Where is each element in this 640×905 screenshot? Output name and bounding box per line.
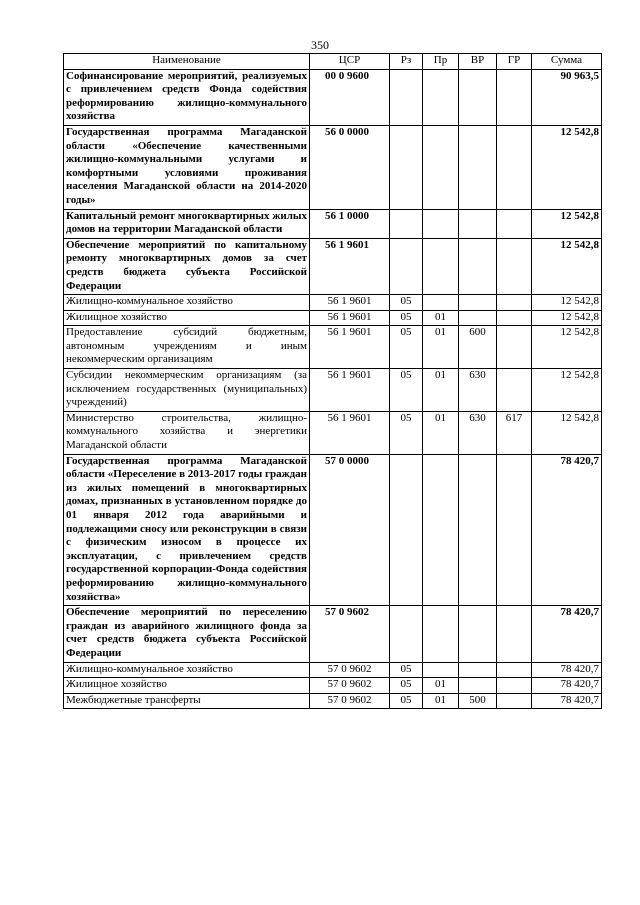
cell-sum: 12 542,8 xyxy=(532,310,602,326)
cell-vr: 630 xyxy=(459,411,497,454)
cell-sum: 12 542,8 xyxy=(532,295,602,311)
table-row xyxy=(64,662,602,678)
cell-pr: 01 xyxy=(423,369,459,412)
table-row xyxy=(64,693,602,709)
cell-name: Жилищно-коммунальное хозяйство xyxy=(64,662,310,678)
cell-gr xyxy=(497,693,532,709)
header-rz: Рз xyxy=(390,54,423,70)
header-pr: Пр xyxy=(423,54,459,70)
cell-pr xyxy=(423,454,459,606)
cell-csr: 56 0 0000 xyxy=(310,125,390,209)
cell-csr: 57 0 9602 xyxy=(310,662,390,678)
cell-vr: 500 xyxy=(459,693,497,709)
cell-csr: 57 0 9602 xyxy=(310,606,390,662)
table-row xyxy=(64,295,602,311)
cell-vr xyxy=(459,310,497,326)
cell-csr: 00 0 9600 xyxy=(310,69,390,125)
cell-vr xyxy=(459,209,497,238)
table-row xyxy=(64,411,602,454)
cell-name: Обеспечение мероприятий по переселению граждан из аварийного жилищного фонда за счет средств бюджета субъекта Российской Федерации xyxy=(64,606,310,662)
cell-pr: 01 xyxy=(423,693,459,709)
budget-table xyxy=(63,53,602,709)
header-csr: ЦСР xyxy=(310,54,390,70)
cell-name: Субсидии некоммерческим организациям (за исключением государственных (муниципальных) учреждений) xyxy=(64,369,310,412)
table-row xyxy=(64,678,602,694)
cell-sum: 78 420,7 xyxy=(532,662,602,678)
cell-csr: 56 1 9601 xyxy=(310,369,390,412)
table-row xyxy=(64,606,602,662)
cell-rz xyxy=(390,238,423,294)
cell-gr xyxy=(497,69,532,125)
cell-pr xyxy=(423,69,459,125)
cell-name: Государственная программа Магаданской области «Обеспечение качественными жилищно-коммунальными услугами и комфортными условиями проживания населения Магаданской области на 2014-2020 годы» xyxy=(64,125,310,209)
header-vr: ВР xyxy=(459,54,497,70)
cell-name: Обеспечение мероприятий по капитальному ремонту многоквартирных домов за счет средств бюджета субъекта Российской Федерации xyxy=(64,238,310,294)
cell-gr xyxy=(497,310,532,326)
cell-rz: 05 xyxy=(390,369,423,412)
cell-gr xyxy=(497,606,532,662)
cell-sum: 90 963,5 xyxy=(532,69,602,125)
table-body xyxy=(64,69,602,709)
cell-pr xyxy=(423,606,459,662)
cell-gr xyxy=(497,678,532,694)
cell-name: Жилищное хозяйство xyxy=(64,310,310,326)
cell-sum: 78 420,7 xyxy=(532,693,602,709)
cell-sum: 78 420,7 xyxy=(532,678,602,694)
table-row xyxy=(64,454,602,606)
cell-gr xyxy=(497,369,532,412)
cell-sum: 78 420,7 xyxy=(532,606,602,662)
cell-name: Межбюджетные трансферты xyxy=(64,693,310,709)
table-row xyxy=(64,209,602,238)
table-row xyxy=(64,125,602,209)
table-row xyxy=(64,310,602,326)
cell-rz xyxy=(390,606,423,662)
cell-csr: 56 1 9601 xyxy=(310,238,390,294)
cell-name: Жилищно-коммунальное хозяйство xyxy=(64,295,310,311)
cell-sum: 12 542,8 xyxy=(532,369,602,412)
cell-gr xyxy=(497,326,532,369)
cell-pr: 01 xyxy=(423,310,459,326)
cell-rz: 05 xyxy=(390,411,423,454)
cell-rz: 05 xyxy=(390,662,423,678)
cell-vr xyxy=(459,454,497,606)
cell-pr xyxy=(423,238,459,294)
cell-csr: 56 1 9601 xyxy=(310,310,390,326)
cell-pr xyxy=(423,662,459,678)
cell-vr xyxy=(459,69,497,125)
cell-sum: 12 542,8 xyxy=(532,238,602,294)
cell-pr: 01 xyxy=(423,326,459,369)
cell-vr xyxy=(459,678,497,694)
cell-rz: 05 xyxy=(390,326,423,369)
cell-name: Жилищное хозяйство xyxy=(64,678,310,694)
cell-rz xyxy=(390,125,423,209)
cell-vr xyxy=(459,125,497,209)
cell-rz: 05 xyxy=(390,678,423,694)
cell-vr xyxy=(459,606,497,662)
table-row xyxy=(64,69,602,125)
cell-csr: 56 1 9601 xyxy=(310,411,390,454)
cell-pr xyxy=(423,209,459,238)
cell-vr xyxy=(459,238,497,294)
cell-sum: 12 542,8 xyxy=(532,326,602,369)
cell-gr xyxy=(497,238,532,294)
header-sum: Сумма xyxy=(532,54,602,70)
table-header-row xyxy=(64,54,602,70)
cell-name: Государственная программа Магаданской области «Переселение в 2013-2017 годы граждан из жилых помещений в многоквартирных домах, признанных в установленном порядке до 01 января 2012 года аварийными и подлежащими сносу или реконструкции в связи с физическим износом в процессе их эксплуатации, с привлечением средств государственной корпорации-Фонда содействия реформированию жилищно-коммунального хозяйства» xyxy=(64,454,310,606)
cell-name: Предоставление субсидий бюджетным, автономным учреждениям и иным некоммерческим организациям xyxy=(64,326,310,369)
cell-name: Министерство строительства, жилищно-коммунального хозяйства и энергетики Магаданской области xyxy=(64,411,310,454)
header-gr: ГР xyxy=(497,54,532,70)
cell-rz: 05 xyxy=(390,693,423,709)
cell-sum: 12 542,8 xyxy=(532,411,602,454)
cell-csr: 56 1 9601 xyxy=(310,295,390,311)
cell-gr xyxy=(497,295,532,311)
header-name: Наименование xyxy=(64,54,310,70)
cell-pr: 01 xyxy=(423,411,459,454)
cell-csr: 56 1 0000 xyxy=(310,209,390,238)
cell-sum: 78 420,7 xyxy=(532,454,602,606)
cell-rz xyxy=(390,69,423,125)
cell-csr: 57 0 0000 xyxy=(310,454,390,606)
cell-rz: 05 xyxy=(390,310,423,326)
cell-vr xyxy=(459,662,497,678)
cell-pr xyxy=(423,125,459,209)
cell-csr: 56 1 9601 xyxy=(310,326,390,369)
cell-vr: 600 xyxy=(459,326,497,369)
cell-sum: 12 542,8 xyxy=(532,209,602,238)
cell-rz xyxy=(390,209,423,238)
cell-vr: 630 xyxy=(459,369,497,412)
cell-gr: 617 xyxy=(497,411,532,454)
table-row xyxy=(64,326,602,369)
page-number: 350 xyxy=(311,38,329,52)
cell-gr xyxy=(497,209,532,238)
cell-name: Софинансирование мероприятий, реализуемых с привлечением средств Фонда содействия реформированию жилищно-коммунального хозяйства xyxy=(64,69,310,125)
cell-vr xyxy=(459,295,497,311)
cell-gr xyxy=(497,662,532,678)
cell-gr xyxy=(497,454,532,606)
cell-csr: 57 0 9602 xyxy=(310,678,390,694)
table-row xyxy=(64,369,602,412)
cell-pr xyxy=(423,295,459,311)
cell-name: Капитальный ремонт многоквартирных жилых домов на территории Магаданской области xyxy=(64,209,310,238)
cell-rz xyxy=(390,454,423,606)
cell-sum: 12 542,8 xyxy=(532,125,602,209)
cell-rz: 05 xyxy=(390,295,423,311)
table-row xyxy=(64,238,602,294)
cell-pr: 01 xyxy=(423,678,459,694)
cell-gr xyxy=(497,125,532,209)
cell-csr: 57 0 9602 xyxy=(310,693,390,709)
